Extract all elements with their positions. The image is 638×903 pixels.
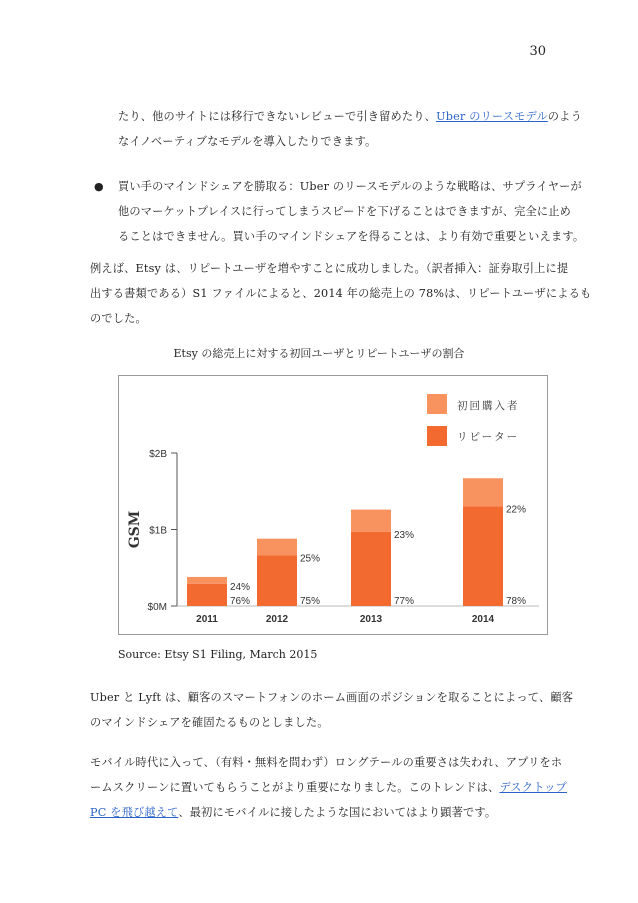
paragraph-line: のマインドシェアを確固たるものとしました。: [90, 716, 329, 729]
x-tick-label-2012: 2012: [265, 614, 289, 625]
x-tick-label-2014: 2014: [471, 614, 495, 625]
paragraph-etsy: [90, 256, 591, 331]
y-tick-label: $2B: [149, 449, 167, 460]
uber-lease-model-link[interactable]: Uber のリースモデル: [436, 110, 548, 123]
text-span: 、最初にモバイルに接したような国においてはより顕著です。: [178, 806, 497, 819]
paragraph-line: [90, 775, 567, 800]
bullet-icon: ●: [94, 180, 104, 193]
data-label-first-2013: 23%: [394, 529, 415, 541]
desktop-link-part1[interactable]: デスクトップ: [499, 781, 567, 794]
paragraph-line: 他のマーケットプレイスに行ってしまうスピードを下げることはできますが、完全に止め: [118, 205, 572, 218]
bar-repeat-2013: [351, 532, 391, 606]
chart-svg: [119, 376, 547, 634]
paragraph-line: [118, 104, 582, 129]
data-label-first-2014: 22%: [506, 504, 527, 516]
legend-swatch-repeat: [427, 426, 447, 446]
data-label-repeat-2011: 76%: [230, 596, 251, 607]
y-tick-label: $1B: [149, 525, 167, 537]
bar-first-time-2013: [351, 510, 391, 532]
bullet-paragraph: [118, 174, 584, 249]
data-label-first-2012: 25%: [300, 553, 321, 565]
x-tick-label-2013: 2013: [359, 614, 383, 625]
desktop-link-part2[interactable]: PC を飛び越えて: [90, 806, 179, 819]
paragraph-uber-lyft: [90, 685, 573, 735]
page-number: 30: [529, 44, 546, 59]
paragraph-line: なイノベーティブなモデルを導入したりできます。: [118, 135, 377, 148]
bar-first-time-2011: [187, 577, 227, 584]
bar-first-time-2012: [257, 539, 297, 556]
data-label-first-2011: 24%: [230, 581, 251, 593]
paragraph-line: Uber と Lyft は、顧客のスマートフォンのホーム画面のポジションを取ることによって、顧客: [90, 691, 574, 704]
text-span: たり、他のサイトには移行できないレビューで引き留めたり、: [118, 110, 437, 123]
y-tick-label: $0M: [147, 602, 167, 613]
bar-repeat-2012: [257, 556, 297, 606]
paragraph-line: [90, 800, 567, 825]
paragraph-intro: [118, 104, 582, 154]
text-span: ームスクリーンに置いてもらうことがより重要になりました。このトレンドは、: [90, 781, 500, 794]
legend-label-first-time: 初回購入者: [457, 400, 520, 412]
paragraph-line: 出する書類である）S1 ファイルによると、2014 年の総売上の 78%は、リピートユーザによるも: [90, 287, 592, 300]
paragraph-line: モバイル時代に入って、（有料・無料を問わず）ロングテールの重要さは失われ、アプリをホ: [90, 756, 563, 769]
data-label-repeat-2014: 78%: [506, 596, 527, 607]
text-span: のよう: [547, 110, 582, 123]
paragraph-line: ることはできません。買い手のマインドシェアを得ることは、より有効で重要といえます。: [118, 230, 585, 243]
data-label-repeat-2013: 77%: [394, 596, 415, 607]
data-label-repeat-2012: 75%: [300, 596, 321, 607]
bar-first-time-2014: [463, 478, 503, 506]
bar-repeat-2011: [187, 584, 227, 606]
paragraph-mobile: [90, 750, 567, 825]
legend-label-repeat: リピーター: [457, 431, 520, 443]
legend-swatch-first-time: [427, 394, 447, 414]
chart-caption: Etsy の総売上に対する初回ユーザとリピートユーザの割合: [173, 347, 465, 360]
chart-source: Source: Etsy S1 Filing, March 2015: [118, 648, 318, 661]
x-tick-label-2011: 2011: [196, 614, 218, 625]
paragraph-line: 買い手のマインドシェアを勝取る：Uber のリースモデルのような戦略は、サプライヤーが: [118, 180, 582, 193]
y-axis-label: GSM: [127, 510, 143, 549]
paragraph-line: のでした。: [90, 312, 147, 325]
bar-repeat-2014: [463, 507, 503, 606]
paragraph-line: 例えば、Etsy は、リピートユーザを増やすことに成功しました。（訳者挿入：証券取引上に提: [90, 262, 569, 275]
chart-frame: [118, 375, 548, 635]
